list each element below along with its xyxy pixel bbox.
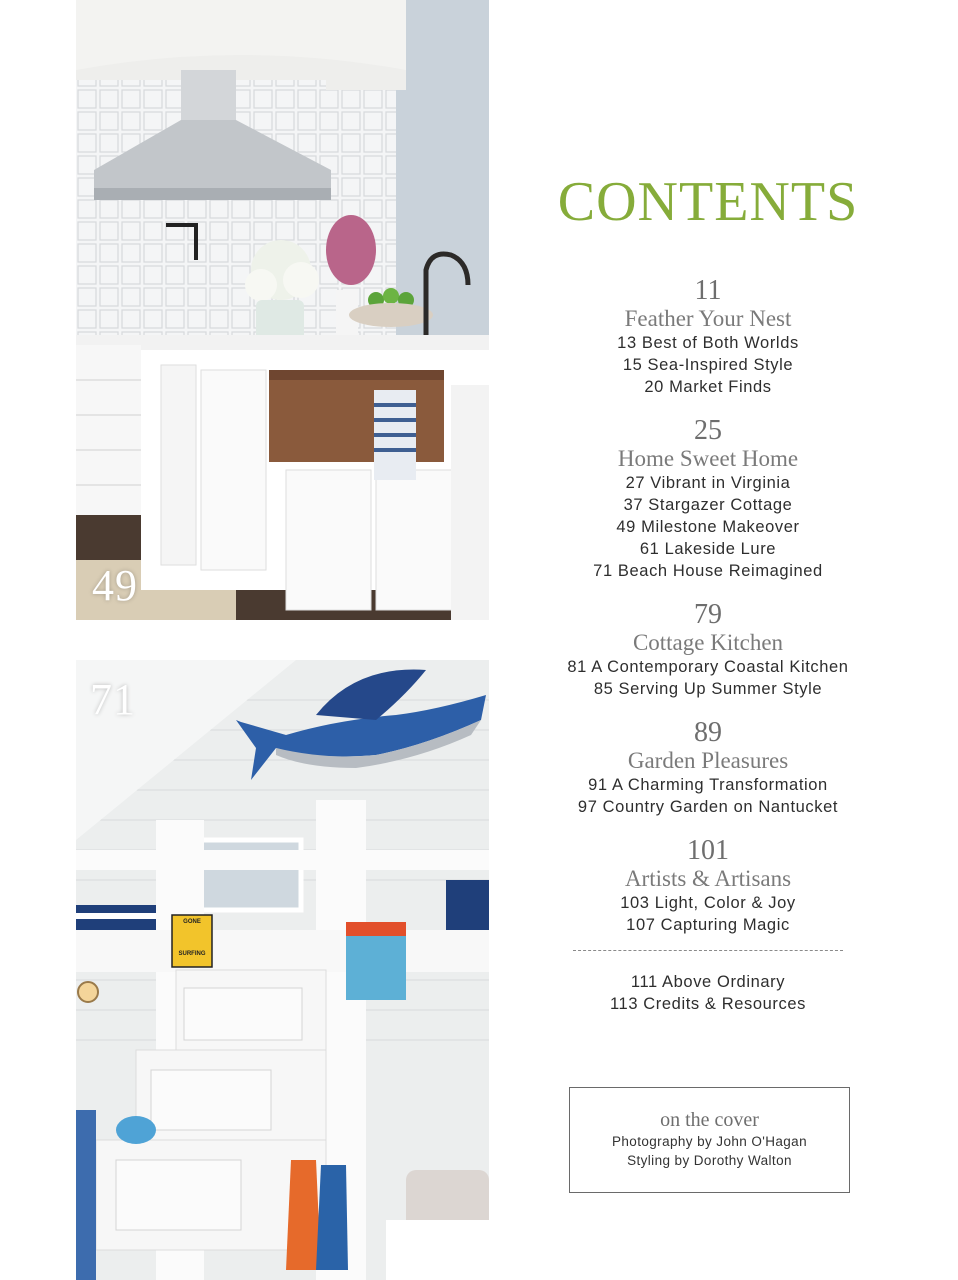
section-page-number: 89: [694, 717, 722, 748]
page-number-71: 71: [90, 675, 136, 724]
table-of-contents: [528, 276, 888, 1015]
bunk-room-photo: [76, 660, 489, 1280]
toc-entry-extra[interactable]: 113 Credits & Resources: [610, 995, 806, 1013]
toc-entry[interactable]: 15 Sea-Inspired Style: [622, 356, 794, 374]
cover-heading: on the cover: [660, 1109, 759, 1131]
section-title[interactable]: Cottage Kitchen: [632, 630, 784, 655]
toc-section: [528, 600, 888, 700]
section-title[interactable]: Home Sweet Home: [617, 446, 799, 471]
dashed-divider: [573, 950, 843, 951]
section-page-number: 79: [694, 599, 722, 630]
toc-entry[interactable]: 103 Light, Color & Joy: [620, 894, 796, 912]
sign-line-2: SURFING: [178, 951, 206, 957]
toc-section: [528, 718, 888, 818]
toc-entry[interactable]: 107 Capturing Magic: [626, 916, 790, 934]
toc-entry-extra[interactable]: 111 Above Ordinary: [630, 973, 786, 991]
cover-photography-credit: Photography by John O'Hagan: [611, 1134, 807, 1149]
gone-surfing-sign: [172, 915, 212, 967]
on-the-cover-box: [569, 1087, 850, 1193]
section-title[interactable]: Feather Your Nest: [624, 306, 792, 331]
section-page-number: 101: [687, 835, 729, 866]
toc-entry[interactable]: 81 A Contemporary Coastal Kitchen: [567, 658, 849, 676]
toc-section: [528, 836, 888, 936]
kitchen-photo: [76, 0, 489, 620]
toc-entry[interactable]: 37 Stargazer Cottage: [623, 496, 793, 514]
toc-entry[interactable]: 91 A Charming Transformation: [588, 776, 828, 794]
cover-styling-credit: Styling by Dorothy Walton: [627, 1153, 792, 1168]
toc-entry[interactable]: 71 Beach House Reimagined: [593, 562, 823, 580]
toc-entry[interactable]: 20 Market Finds: [644, 378, 772, 396]
kitchen-illustration: [76, 0, 489, 620]
toc-entry[interactable]: 13 Best of Both Worlds: [617, 334, 799, 352]
toc-entry[interactable]: 61 Lakeside Lure: [639, 540, 777, 558]
bunk-room-illustration: [76, 660, 489, 1280]
toc-entry[interactable]: 27 Vibrant in Virginia: [625, 474, 791, 492]
page-number-49: 49: [92, 561, 138, 610]
sign-line-1: GONE: [183, 919, 201, 925]
toc-section: [528, 276, 888, 398]
section-title[interactable]: Garden Pleasures: [627, 748, 789, 773]
section-page-number: 11: [694, 275, 722, 306]
section-title[interactable]: Artists & Artisans: [624, 866, 792, 891]
section-page-number: 25: [694, 415, 722, 446]
contents-heading: CONTENTS: [557, 171, 859, 233]
toc-entry[interactable]: 97 Country Garden on Nantucket: [577, 798, 839, 816]
toc-section: [528, 416, 888, 582]
toc-entry[interactable]: 85 Serving Up Summer Style: [593, 680, 823, 698]
toc-entry[interactable]: 49 Milestone Makeover: [616, 518, 800, 536]
